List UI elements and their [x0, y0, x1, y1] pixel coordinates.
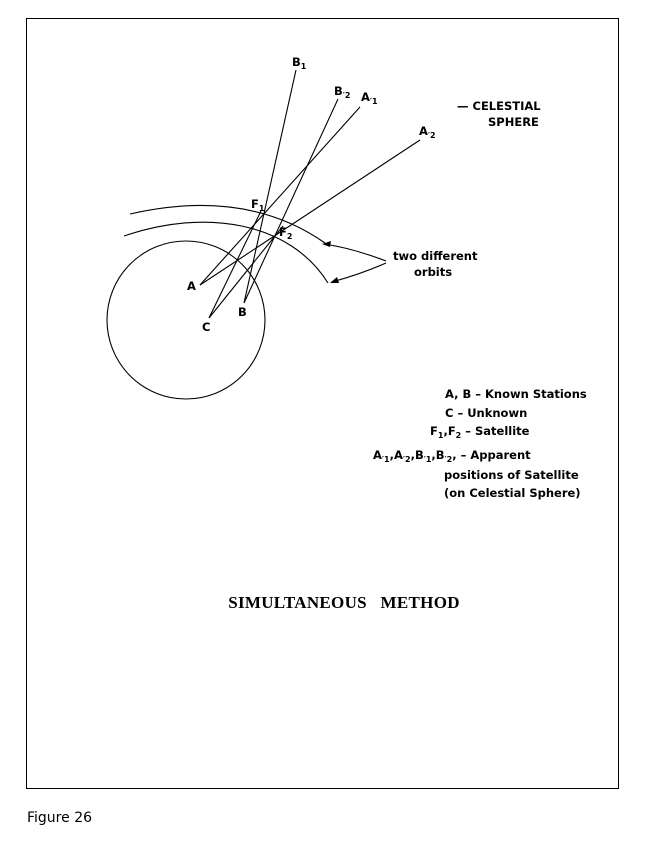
figure-title: SIMULTANEOUS METHOD [228, 593, 460, 612]
label-celestial-1: — CELESTIAL [457, 99, 541, 113]
legend-satellite: $F_1,F_2$ – Satellite [430, 424, 530, 440]
label-station-b: B [238, 305, 247, 319]
orbit-inner [124, 222, 328, 283]
figure-caption: Figure 26 [27, 810, 93, 826]
orbit-outer [130, 206, 325, 243]
earth-circle [107, 241, 265, 399]
legend-celestial-note: (on Celestial Sphere) [444, 486, 581, 500]
legend-positions: positions of Satellite [444, 468, 579, 482]
line-c-f1 [209, 211, 261, 318]
arrow-orbit-outer [324, 244, 386, 261]
label-two-orbits-2: orbits [414, 265, 453, 279]
label-f1: $F_1$ [251, 197, 265, 213]
label-two-orbits-1: two different [393, 249, 478, 263]
arrowhead-orbit-inner [330, 277, 339, 283]
label-station-c: C [202, 320, 211, 334]
legend-apparent: $A_{'1},A_{'2},B_{'1},B_{'2}$, – Apparent [373, 448, 531, 464]
arrow-orbit-inner [332, 263, 386, 282]
legend-known-stations: A, B – Known Stations [445, 387, 587, 401]
label-b2-prime: $B_{'2}$ [334, 84, 351, 100]
legend-unknown: C – Unknown [445, 406, 528, 420]
label-a2-prime: $A_{'2}$ [419, 124, 436, 140]
label-a1-prime: $A_{'1}$ [361, 90, 378, 106]
label-station-a: A [187, 279, 196, 293]
line-a-a2 [200, 140, 420, 285]
label-b1: $B_1$ [292, 55, 307, 71]
label-f2: $F_2$ [279, 225, 293, 241]
label-celestial-2: SPHERE [488, 115, 539, 129]
